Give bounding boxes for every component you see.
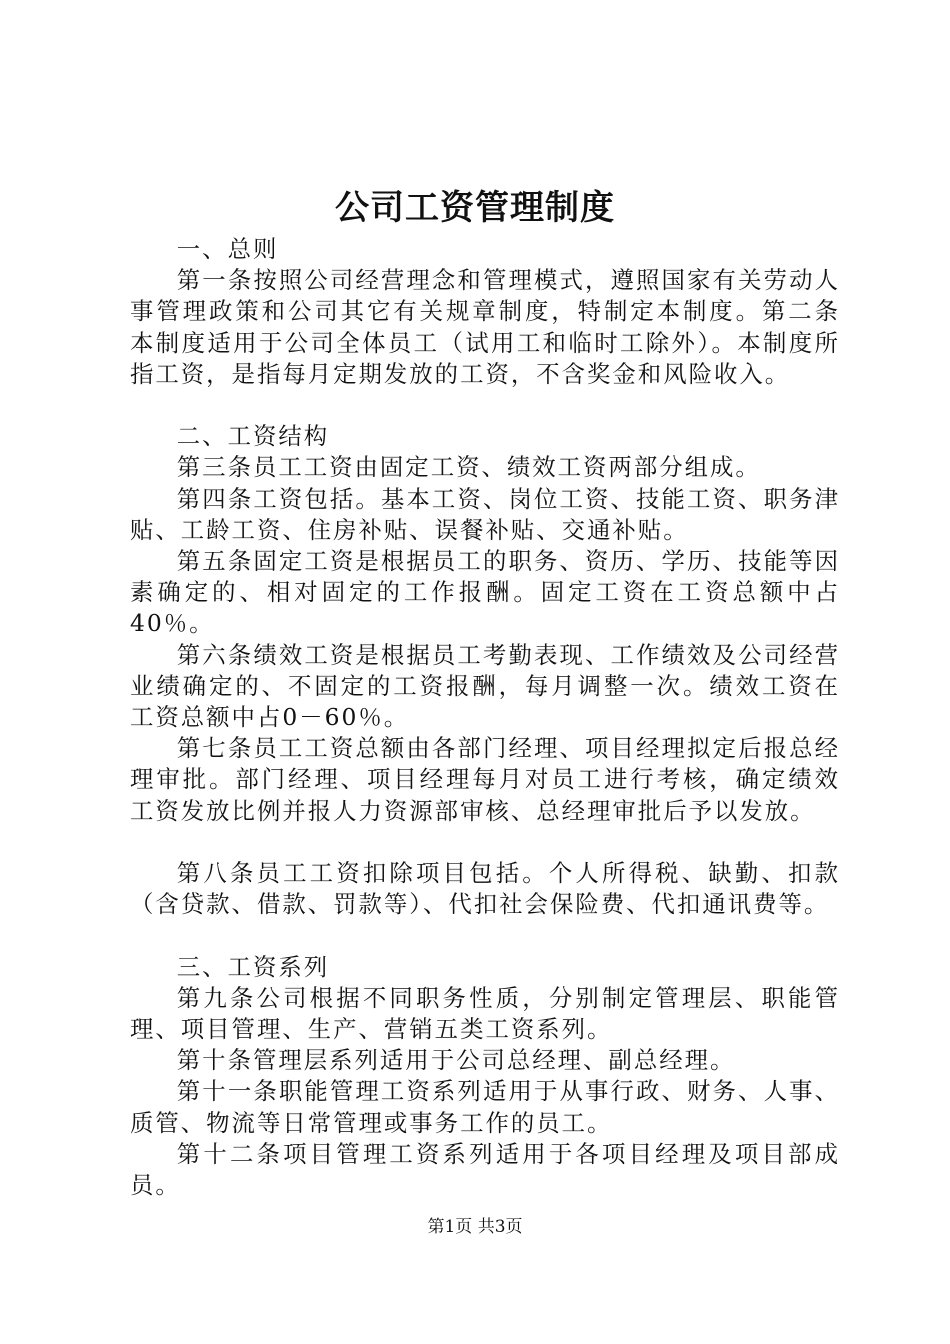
document-title: 公司工资管理制度 xyxy=(335,188,615,228)
section-heading-general: 一、总则 xyxy=(176,235,279,263)
article-1-paragraph: 第一条按照公司经营理念和管理模式，遵照国家有关劳动人事管理政策和公司其它有关规章制度，特制定本制度。第二条本制度适用于公司全体员工（试用工和临时工除外）。本制度所指工资，是指每月定期发放的工资，不含奖金和风险收入。 xyxy=(130,266,840,388)
article-11-paragraph: 第十一条职能管理工资系列适用于从事行政、财务、人事、质管、物流等日常管理或事务工作的员工。 xyxy=(130,1077,840,1137)
article-6-paragraph: 第六条绩效工资是根据员工考勤表现、工作绩效及公司经营业绩确定的、不固定的工资报酬，每月调整一次。绩效工资在工资总额中占0－60％。 xyxy=(130,640,840,732)
page-number-footer: 第1页 共3页 xyxy=(427,1217,523,1237)
document-body xyxy=(130,234,840,1201)
article-4-paragraph: 第四条工资包括。基本工资、岗位工资、技能工资、职务津贴、工龄工资、住房补贴、误餐补贴、交通补贴。 xyxy=(130,484,840,544)
article-8-paragraph: 第八条员工工资扣除项目包括。个人所得税、缺勤、扣款（含贷款、借款、罚款等）、代扣社会保险费、代扣通讯费等。 xyxy=(130,859,840,919)
article-7-paragraph: 第七条员工工资总额由各部门经理、项目经理拟定后报总经理审批。部门经理、项目经理每月对员工进行考核，确定绩效工资发放比例并报人力资源部审核、总经理审批后予以发放。 xyxy=(130,734,840,825)
article-12-paragraph: 第十二条项目管理工资系列适用于各项目经理及项目部成员。 xyxy=(130,1139,840,1200)
article-5-paragraph: 第五条固定工资是根据员工的职务、资历、学历、技能等因素确定的、相对固定的工作报酬。固定工资在工资总额中占40％。 xyxy=(130,547,840,638)
article-9-paragraph: 第九条公司根据不同职务性质，分别制定管理层、职能管理、项目管理、生产、营销五类工资系列。 xyxy=(130,983,840,1044)
section-heading-wage-series: 三、工资系列 xyxy=(176,952,330,981)
article-10-paragraph: 第十条管理层系列适用于公司总经理、副总经理。 xyxy=(176,1046,736,1075)
article-3-paragraph: 第三条员工工资由固定工资、绩效工资两部分组成。 xyxy=(176,453,761,482)
section-heading-wage-structure: 二、工资结构 xyxy=(176,422,330,451)
